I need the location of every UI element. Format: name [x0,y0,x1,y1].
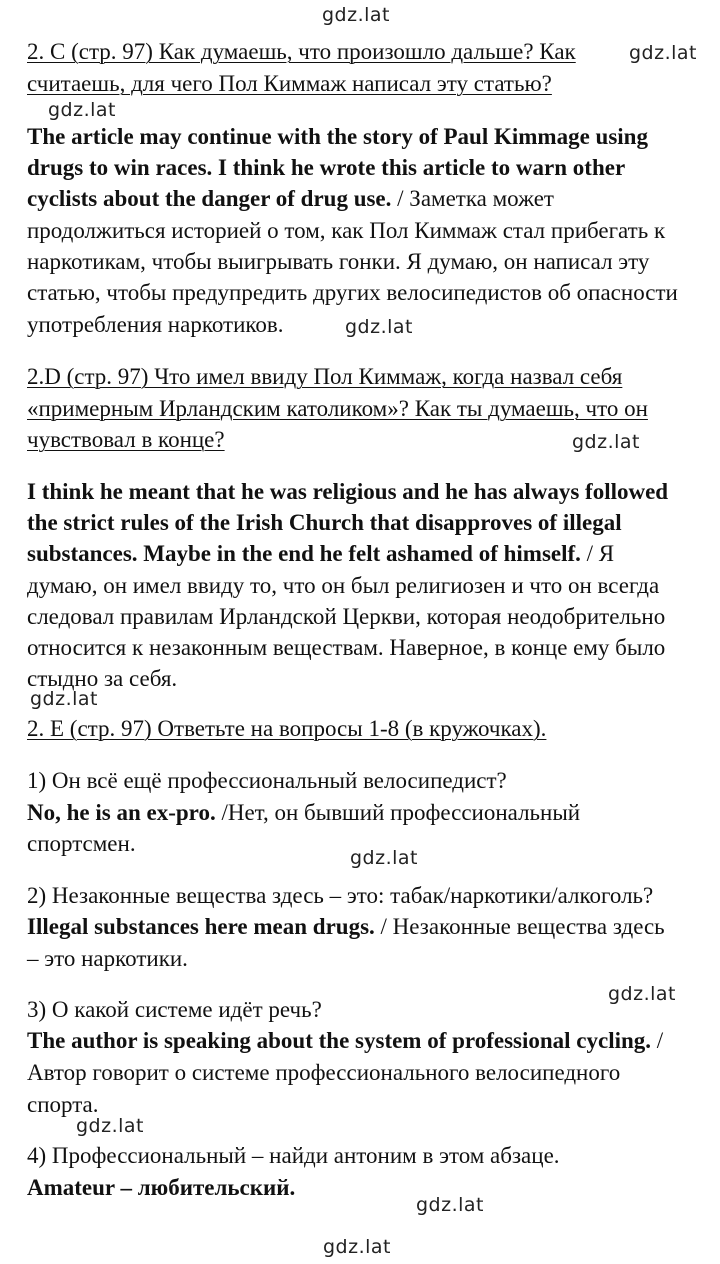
item-question: 3) О какой системе идёт речь? [27,997,322,1022]
watermark: gdz.lat [350,847,419,869]
watermark: gdz.lat [30,688,99,710]
item-answer-ru-line: спортсмен. [27,831,136,856]
answer-mixed-line [27,183,554,214]
item-answer-ru: / Незаконные вещества здесь [374,914,665,939]
item-question: 2) Незаконные вещества здесь – это: табак/наркотики/алкоголь? [27,883,654,908]
item-answer-en: The author is speaking about the system of professional cycling. [27,1028,652,1053]
item-answer-ru: / [651,1028,664,1053]
watermark: gdz.lat [608,983,677,1005]
question-line: чувствовал в конце? [27,427,225,452]
watermark: gdz.lat [416,1194,485,1216]
item-answer-ru-line: – это наркотики. [27,946,188,971]
item-answer-en: Illegal substances here mean drugs. [27,914,375,939]
answer-en-line: the strict rules of the Irish Church that disapproves of illegal [27,510,622,535]
answer-ru-line: относится к незаконным веществам. Наверное, в конце ему было [27,635,666,660]
question-line: «примерным Ирландским католиком»? Как ты думаешь, что он [27,396,648,421]
answer-ru-line: употребления наркотиков. [27,312,284,337]
item-question: 1) Он всё ещё профессиональный велосипедист? [27,768,507,793]
item-answer-line [27,1025,663,1056]
watermark: gdz.lat [76,1115,145,1137]
answer-ru-line: стыдно за себя. [27,666,178,691]
item-answer-ru-line: спорта. [27,1092,99,1117]
answer-en-text: cyclists about the danger of drug use. [27,186,392,211]
answer-en-line: I think he meant that he was religious and he has always followed [27,479,669,504]
question-line: 2. C (стр. 97) Как думаешь, что произошло дальше? Как [27,39,576,64]
watermark: gdz.lat [629,42,698,64]
answer-ru-line: думаю, он имел ввиду то, что он был религиозен и что он всегда [27,573,660,598]
item-answer-line [27,797,580,828]
question-line: 2. E (стр. 97) Ответьте на вопросы 1-8 (в кружочках). [27,716,547,741]
watermark: gdz.lat [323,1236,392,1258]
answer-ru-line: следовал правилам Ирландской Церкви, которая неодобрительно [27,604,666,629]
question-line: считаешь, для чего Пол Киммаж написал эту статью? [27,71,552,96]
answer-en-line: The article may continue with the story of Paul Kimmage using [27,124,648,149]
answer-ru-line: продолжиться историей о том, как Пол Киммаж стал прибегать к [27,218,666,243]
question-line: 2.D (стр. 97) Что имел ввиду Пол Киммаж, когда назвал себя [27,364,623,389]
watermark: gdz.lat [345,316,414,338]
watermark: gdz.lat [322,4,391,26]
answer-ru-line: наркотикам, чтобы выигрывать гонки. Я думаю, он написал эту [27,249,650,274]
item-answer-ru: /Нет, он бывший профессиональный [215,800,581,825]
answer-ru-line: статью, чтобы предупредить других велосипедистов об опасности [27,280,678,305]
item-question: 4) Профессиональный – найди антоним в этом абзаце. [27,1143,560,1168]
item-answer-line [27,911,665,942]
answer-ru-text: / Я [580,541,615,566]
item-answer-en: No, he is an ex-pro. [27,800,216,825]
watermark: gdz.lat [48,99,117,121]
answer-en-text: substances. Maybe in the end he felt ashamed of himself. [27,541,581,566]
watermark: gdz.lat [572,431,641,453]
item-answer-en: Amateur – любительский. [27,1175,296,1200]
item-answer-ru-line: Автор говорит о системе профессионального велосипедного [27,1060,621,1085]
answer-ru-text: / Заметка может [391,186,554,211]
answer-en-line: drugs to win races. I think he wrote this article to warn other [27,155,626,180]
answer-mixed-line [27,538,614,569]
